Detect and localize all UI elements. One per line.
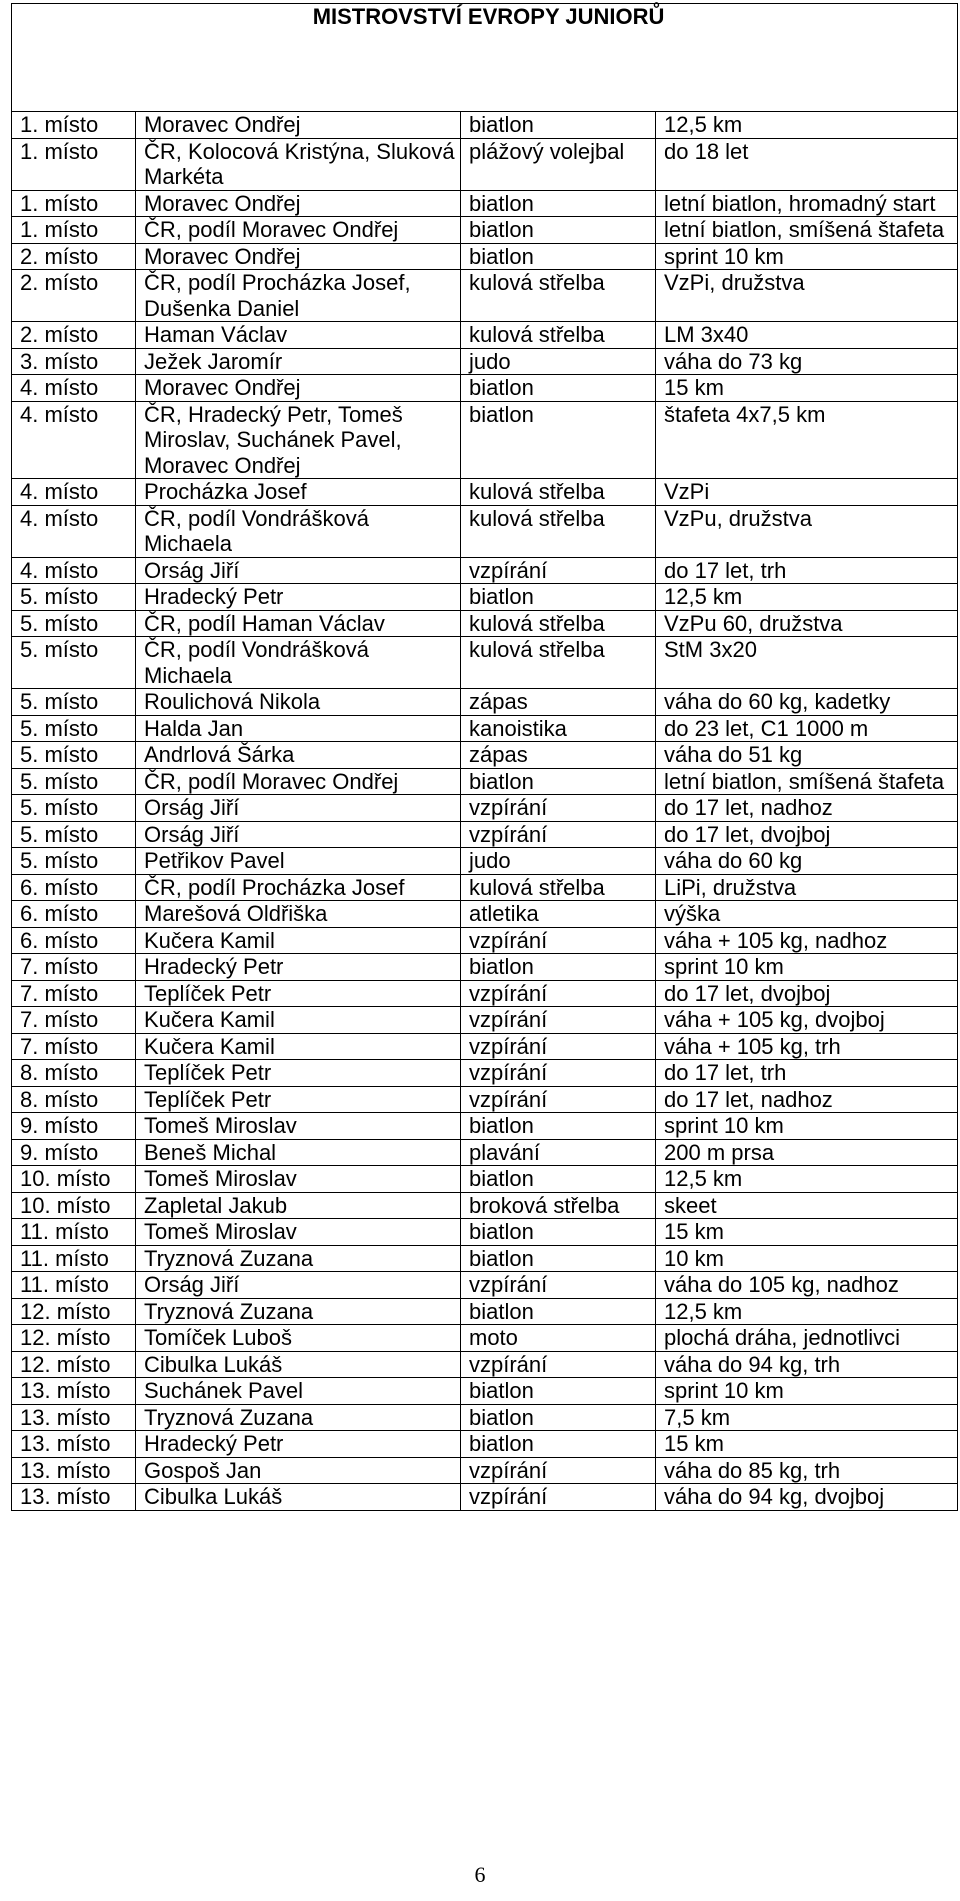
athlete-cell: Teplíček Petr — [136, 1086, 461, 1113]
athlete-cell: ČR, podíl Vondrášková Michaela — [136, 637, 461, 689]
athlete-cell: Hradecký Petr — [136, 954, 461, 981]
placement-cell: 6. místo — [12, 901, 136, 928]
athlete-cell: Tryznová Zuzana — [136, 1298, 461, 1325]
table-row — [12, 190, 958, 217]
placement-cell: 9. místo — [12, 1139, 136, 1166]
athlete-cell: Moravec Ondřej — [136, 190, 461, 217]
sport-cell: judo — [461, 348, 656, 375]
table-row — [12, 1219, 958, 1246]
placement-cell: 5. místo — [12, 584, 136, 611]
athlete-cell: Halda Jan — [136, 715, 461, 742]
discipline-cell: LiPi, družstva — [656, 874, 958, 901]
sport-cell: biatlon — [461, 1245, 656, 1272]
table-row — [12, 1404, 958, 1431]
table-row — [12, 1166, 958, 1193]
discipline-cell: VzPu 60, družstva — [656, 610, 958, 637]
discipline-cell: letní biatlon, smíšená štafeta — [656, 768, 958, 795]
table-row — [12, 1139, 958, 1166]
discipline-cell: do 17 let, dvojboj — [656, 821, 958, 848]
athlete-cell: Cibulka Lukáš — [136, 1484, 461, 1511]
sport-cell: vzpírání — [461, 927, 656, 954]
sport-cell: biatlon — [461, 217, 656, 244]
placement-cell: 13. místo — [12, 1404, 136, 1431]
table-row — [12, 610, 958, 637]
table-row — [12, 217, 958, 244]
sport-cell: vzpírání — [461, 1351, 656, 1378]
athlete-cell: ČR, podíl Moravec Ondřej — [136, 768, 461, 795]
discipline-cell: do 23 let, C1 1000 m — [656, 715, 958, 742]
athlete-cell: Zapletal Jakub — [136, 1192, 461, 1219]
table-row — [12, 954, 958, 981]
placement-cell: 13. místo — [12, 1378, 136, 1405]
placement-cell: 2. místo — [12, 243, 136, 270]
discipline-cell: sprint 10 km — [656, 954, 958, 981]
sport-cell: vzpírání — [461, 1272, 656, 1299]
table-row — [12, 742, 958, 769]
placement-cell: 8. místo — [12, 1060, 136, 1087]
athlete-cell: Beneš Michal — [136, 1139, 461, 1166]
sport-cell: vzpírání — [461, 1033, 656, 1060]
placement-cell: 3. místo — [12, 348, 136, 375]
placement-cell: 11. místo — [12, 1219, 136, 1246]
table-row — [12, 715, 958, 742]
sport-cell: kulová střelba — [461, 637, 656, 689]
table-row — [12, 479, 958, 506]
table-row — [12, 1484, 958, 1511]
placement-cell: 5. místo — [12, 610, 136, 637]
table-row — [12, 1378, 958, 1405]
athlete-cell: Orság Jiří — [136, 1272, 461, 1299]
athlete-cell: Hradecký Petr — [136, 584, 461, 611]
sport-cell: biatlon — [461, 954, 656, 981]
athlete-cell: Moravec Ondřej — [136, 243, 461, 270]
athlete-cell: Tomíček Luboš — [136, 1325, 461, 1352]
placement-cell: 5. místo — [12, 768, 136, 795]
athlete-cell: ČR, podíl Vondrášková Michaela — [136, 505, 461, 557]
placement-cell: 11. místo — [12, 1272, 136, 1299]
sport-cell: biatlon — [461, 1298, 656, 1325]
discipline-cell: váha + 105 kg, nadhoz — [656, 927, 958, 954]
athlete-cell: Gospoš Jan — [136, 1457, 461, 1484]
sport-cell: vzpírání — [461, 821, 656, 848]
discipline-cell: do 17 let, nadhoz — [656, 1086, 958, 1113]
discipline-cell: výška — [656, 901, 958, 928]
table-row — [12, 927, 958, 954]
placement-cell: 12. místo — [12, 1351, 136, 1378]
discipline-cell: 15 km — [656, 375, 958, 402]
athlete-cell: Kučera Kamil — [136, 927, 461, 954]
sport-cell: kulová střelba — [461, 610, 656, 637]
placement-cell: 11. místo — [12, 1245, 136, 1272]
athlete-cell: Teplíček Petr — [136, 980, 461, 1007]
sport-cell: biatlon — [461, 243, 656, 270]
sport-cell: vzpírání — [461, 557, 656, 584]
placement-cell: 9. místo — [12, 1113, 136, 1140]
placement-cell: 4. místo — [12, 375, 136, 402]
table-row — [12, 1033, 958, 1060]
discipline-cell: váha do 94 kg, trh — [656, 1351, 958, 1378]
discipline-cell: letní biatlon, smíšená štafeta — [656, 217, 958, 244]
placement-cell: 1. místo — [12, 138, 136, 190]
placement-cell: 12. místo — [12, 1325, 136, 1352]
table-row — [12, 874, 958, 901]
sport-cell: biatlon — [461, 1378, 656, 1405]
sport-cell: zápas — [461, 689, 656, 716]
table-row — [12, 848, 958, 875]
discipline-cell: do 17 let, trh — [656, 1060, 958, 1087]
discipline-cell: sprint 10 km — [656, 243, 958, 270]
discipline-cell: VzPu, družstva — [656, 505, 958, 557]
placement-cell: 7. místo — [12, 980, 136, 1007]
sport-cell: plavání — [461, 1139, 656, 1166]
placement-cell: 2. místo — [12, 322, 136, 349]
athlete-cell: Haman Václav — [136, 322, 461, 349]
discipline-cell: váha do 73 kg — [656, 348, 958, 375]
discipline-cell: 10 km — [656, 1245, 958, 1272]
athlete-cell: Suchánek Pavel — [136, 1378, 461, 1405]
discipline-cell: 200 m prsa — [656, 1139, 958, 1166]
sport-cell: kulová střelba — [461, 505, 656, 557]
table-row — [12, 1272, 958, 1299]
placement-cell: 5. místo — [12, 742, 136, 769]
placement-cell: 4. místo — [12, 557, 136, 584]
discipline-cell: váha do 60 kg — [656, 848, 958, 875]
athlete-cell: Moravec Ondřej — [136, 112, 461, 139]
placement-cell: 10. místo — [12, 1192, 136, 1219]
athlete-cell: Roulichová Nikola — [136, 689, 461, 716]
sport-cell: zápas — [461, 742, 656, 769]
sport-cell: vzpírání — [461, 1484, 656, 1511]
sport-cell: biatlon — [461, 401, 656, 479]
placement-cell: 4. místo — [12, 479, 136, 506]
placement-cell: 13. místo — [12, 1457, 136, 1484]
discipline-cell: VzPi — [656, 479, 958, 506]
athlete-cell: ČR, podíl Procházka Josef — [136, 874, 461, 901]
discipline-cell: 15 km — [656, 1431, 958, 1458]
discipline-cell: do 17 let, nadhoz — [656, 795, 958, 822]
discipline-cell: do 17 let, dvojboj — [656, 980, 958, 1007]
athlete-cell: Orság Jiří — [136, 795, 461, 822]
placement-cell: 5. místo — [12, 795, 136, 822]
table-row — [12, 1007, 958, 1034]
sport-cell: biatlon — [461, 1113, 656, 1140]
placement-cell: 8. místo — [12, 1086, 136, 1113]
sport-cell: vzpírání — [461, 1457, 656, 1484]
table-row — [12, 505, 958, 557]
athlete-cell: Moravec Ondřej — [136, 375, 461, 402]
sport-cell: biatlon — [461, 1166, 656, 1193]
discipline-cell: štafeta 4x7,5 km — [656, 401, 958, 479]
placement-cell: 5. místo — [12, 821, 136, 848]
table-row — [12, 1351, 958, 1378]
athlete-cell: Teplíček Petr — [136, 1060, 461, 1087]
results-table — [11, 3, 958, 1511]
table-row — [12, 243, 958, 270]
discipline-cell: váha do 60 kg, kadetky — [656, 689, 958, 716]
athlete-cell: Tomeš Miroslav — [136, 1166, 461, 1193]
sport-cell: kulová střelba — [461, 479, 656, 506]
title-row — [12, 4, 958, 112]
discipline-cell: 12,5 km — [656, 1166, 958, 1193]
athlete-cell: Cibulka Lukáš — [136, 1351, 461, 1378]
athlete-cell: Kučera Kamil — [136, 1033, 461, 1060]
discipline-cell: 12,5 km — [656, 584, 958, 611]
table-row — [12, 401, 958, 479]
table-row — [12, 1192, 958, 1219]
sport-cell: biatlon — [461, 1219, 656, 1246]
sport-cell: atletika — [461, 901, 656, 928]
athlete-cell: ČR, podíl Haman Václav — [136, 610, 461, 637]
placement-cell: 5. místo — [12, 848, 136, 875]
placement-cell: 5. místo — [12, 715, 136, 742]
athlete-cell: ČR, Hradecký Petr, Tomeš Miroslav, Suchánek Pavel, Moravec Ondřej — [136, 401, 461, 479]
athlete-cell: ČR, podíl Moravec Ondřej — [136, 217, 461, 244]
placement-cell: 6. místo — [12, 874, 136, 901]
athlete-cell: Marešová Oldřiška — [136, 901, 461, 928]
discipline-cell: 12,5 km — [656, 1298, 958, 1325]
table-row — [12, 821, 958, 848]
discipline-cell: 15 km — [656, 1219, 958, 1246]
sport-cell: plážový volejbal — [461, 138, 656, 190]
sport-cell: biatlon — [461, 190, 656, 217]
sport-cell: moto — [461, 1325, 656, 1352]
sport-cell: biatlon — [461, 768, 656, 795]
athlete-cell: Procházka Josef — [136, 479, 461, 506]
athlete-cell: ČR, Kolocová Kristýna, Sluková Markéta — [136, 138, 461, 190]
sport-cell: vzpírání — [461, 1060, 656, 1087]
discipline-cell: váha do 85 kg, trh — [656, 1457, 958, 1484]
table-row — [12, 375, 958, 402]
table-row — [12, 322, 958, 349]
placement-cell: 7. místo — [12, 1007, 136, 1034]
table-row — [12, 637, 958, 689]
table-row — [12, 1431, 958, 1458]
athlete-cell: Hradecký Petr — [136, 1431, 461, 1458]
placement-cell: 10. místo — [12, 1166, 136, 1193]
sport-cell: vzpírání — [461, 795, 656, 822]
placement-cell: 6. místo — [12, 927, 136, 954]
sport-cell: biatlon — [461, 584, 656, 611]
table-row — [12, 901, 958, 928]
placement-cell: 13. místo — [12, 1484, 136, 1511]
placement-cell: 1. místo — [12, 217, 136, 244]
table-title: MISTROVSTVÍ EVROPY JUNIORŮ — [12, 4, 958, 112]
sport-cell: vzpírání — [461, 980, 656, 1007]
athlete-cell: Tomeš Miroslav — [136, 1113, 461, 1140]
placement-cell: 1. místo — [12, 112, 136, 139]
sport-cell: vzpírání — [461, 1007, 656, 1034]
discipline-cell: do 17 let, trh — [656, 557, 958, 584]
placement-cell: 7. místo — [12, 1033, 136, 1060]
athlete-cell: Orság Jiří — [136, 821, 461, 848]
athlete-cell: Kučera Kamil — [136, 1007, 461, 1034]
placement-cell: 12. místo — [12, 1298, 136, 1325]
table-row — [12, 689, 958, 716]
athlete-cell: Tryznová Zuzana — [136, 1245, 461, 1272]
athlete-cell: Orság Jiří — [136, 557, 461, 584]
discipline-cell: 7,5 km — [656, 1404, 958, 1431]
athlete-cell: Ježek Jaromír — [136, 348, 461, 375]
placement-cell: 2. místo — [12, 270, 136, 322]
discipline-cell: skeet — [656, 1192, 958, 1219]
discipline-cell: váha + 105 kg, dvojboj — [656, 1007, 958, 1034]
table-row — [12, 1113, 958, 1140]
placement-cell: 1. místo — [12, 190, 136, 217]
sport-cell: broková střelba — [461, 1192, 656, 1219]
discipline-cell: váha do 105 kg, nadhoz — [656, 1272, 958, 1299]
table-row — [12, 1060, 958, 1087]
sport-cell: vzpírání — [461, 1086, 656, 1113]
table-row — [12, 112, 958, 139]
sport-cell: judo — [461, 848, 656, 875]
placement-cell: 13. místo — [12, 1431, 136, 1458]
discipline-cell: sprint 10 km — [656, 1113, 958, 1140]
discipline-cell: 12,5 km — [656, 112, 958, 139]
sport-cell: kulová střelba — [461, 874, 656, 901]
placement-cell: 4. místo — [12, 401, 136, 479]
sport-cell: kanoistika — [461, 715, 656, 742]
discipline-cell: do 18 let — [656, 138, 958, 190]
results-body — [12, 112, 958, 1511]
table-row — [12, 1457, 958, 1484]
page-number: 6 — [474, 1862, 486, 1887]
discipline-cell: váha do 51 kg — [656, 742, 958, 769]
discipline-cell: váha do 94 kg, dvojboj — [656, 1484, 958, 1511]
table-row — [12, 557, 958, 584]
table-row — [12, 768, 958, 795]
sport-cell: biatlon — [461, 1404, 656, 1431]
placement-cell: 5. místo — [12, 637, 136, 689]
placement-cell: 5. místo — [12, 689, 136, 716]
table-row — [12, 348, 958, 375]
sport-cell: biatlon — [461, 1431, 656, 1458]
placement-cell: 4. místo — [12, 505, 136, 557]
athlete-cell: Tryznová Zuzana — [136, 1404, 461, 1431]
discipline-cell: váha + 105 kg, trh — [656, 1033, 958, 1060]
discipline-cell: letní biatlon, hromadný start — [656, 190, 958, 217]
athlete-cell: Tomeš Miroslav — [136, 1219, 461, 1246]
table-row — [12, 980, 958, 1007]
sport-cell: kulová střelba — [461, 270, 656, 322]
table-row — [12, 1298, 958, 1325]
athlete-cell: Andrlová Šárka — [136, 742, 461, 769]
table-row — [12, 138, 958, 190]
sport-cell: biatlon — [461, 375, 656, 402]
discipline-cell: LM 3x40 — [656, 322, 958, 349]
sport-cell: kulová střelba — [461, 322, 656, 349]
discipline-cell: VzPi, družstva — [656, 270, 958, 322]
table-row — [12, 1086, 958, 1113]
sport-cell: biatlon — [461, 112, 656, 139]
table-row — [12, 270, 958, 322]
discipline-cell: StM 3x20 — [656, 637, 958, 689]
placement-cell: 7. místo — [12, 954, 136, 981]
athlete-cell: Petřikov Pavel — [136, 848, 461, 875]
table-row — [12, 1325, 958, 1352]
table-row — [12, 795, 958, 822]
discipline-cell: plochá dráha, jednotlivci — [656, 1325, 958, 1352]
athlete-cell: ČR, podíl Procházka Josef, Dušenka Daniel — [136, 270, 461, 322]
table-row — [12, 584, 958, 611]
discipline-cell: sprint 10 km — [656, 1378, 958, 1405]
table-row — [12, 1245, 958, 1272]
